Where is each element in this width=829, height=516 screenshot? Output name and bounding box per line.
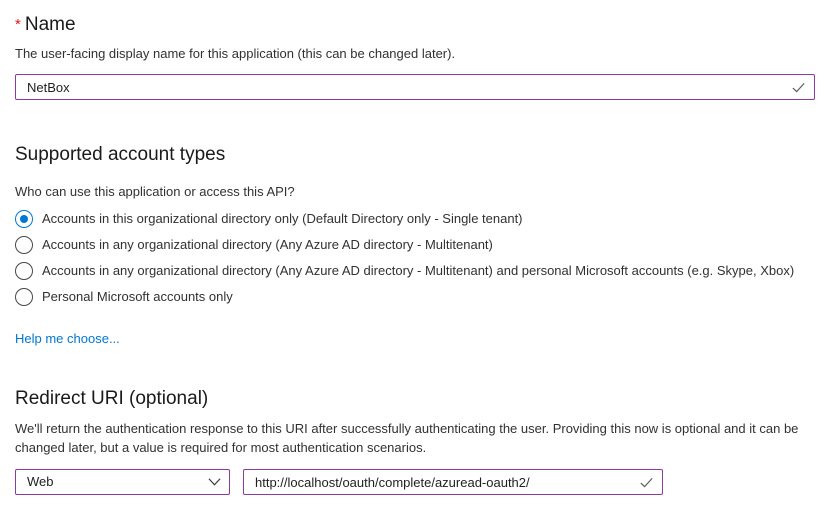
radio-option-label: Personal Microsoft accounts only xyxy=(42,289,233,304)
redirect-uri-title: Redirect URI (optional) xyxy=(15,388,209,409)
redirect-uri-input[interactable] xyxy=(243,469,663,495)
account-types-section xyxy=(15,142,815,348)
radio-button-icon[interactable] xyxy=(15,236,33,254)
account-types-radio-group xyxy=(15,210,815,306)
radio-option-multitenant[interactable] xyxy=(15,236,815,254)
radio-button-selected-icon[interactable] xyxy=(15,210,33,228)
name-input-container xyxy=(15,74,815,100)
platform-select[interactable]: Web xyxy=(15,469,230,495)
radio-option-label: Accounts in any organizational directory (Any Azure AD directory - Multitenant) and personal Microsoft accounts (e.g. Skype, Xbox) xyxy=(42,263,795,278)
name-section xyxy=(15,12,815,100)
radio-option-multitenant-personal[interactable] xyxy=(15,262,815,280)
radio-button-icon[interactable] xyxy=(15,288,33,306)
required-asterisk: * xyxy=(15,16,21,33)
name-section-title xyxy=(15,12,815,37)
name-input[interactable] xyxy=(15,74,815,100)
help-me-choose-link[interactable]: Help me choose... xyxy=(15,331,120,346)
redirect-uri-description: We'll return the authentication response to this URI after successfully authenticating the user. Providing this now is optional and it can be changed later, but a value is required for most authentication scenarios. xyxy=(15,421,799,455)
radio-option-single-tenant[interactable] xyxy=(15,210,815,228)
radio-button-icon[interactable] xyxy=(15,262,33,280)
name-title-text: Name xyxy=(24,14,76,35)
account-types-question: Who can use this application or access this API? xyxy=(15,184,295,199)
redirect-uri-row xyxy=(15,469,815,495)
radio-option-label: Accounts in this organizational directory only (Default Directory only - Single tenant) xyxy=(42,211,523,226)
redirect-uri-section xyxy=(15,386,815,495)
name-description: The user-facing display name for this application (this can be changed later). xyxy=(15,46,456,61)
platform-select-container xyxy=(15,469,230,495)
radio-option-personal-only[interactable] xyxy=(15,288,815,306)
account-types-title: Supported account types xyxy=(15,144,226,165)
redirect-uri-input-container xyxy=(243,469,663,495)
radio-option-label: Accounts in any organizational directory (Any Azure AD directory - Multitenant) xyxy=(42,237,493,252)
